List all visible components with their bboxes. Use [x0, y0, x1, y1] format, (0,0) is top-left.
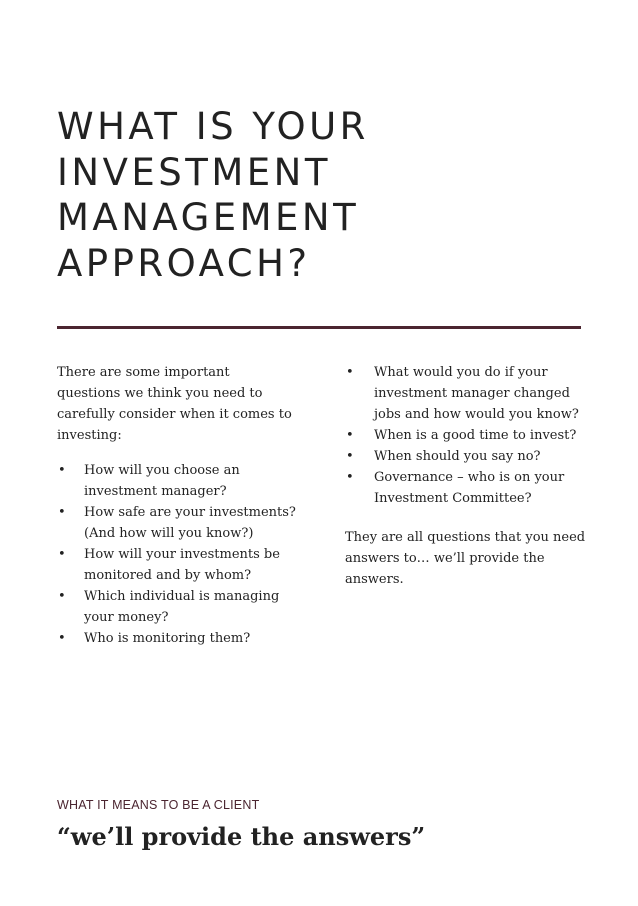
right-question-list	[345, 362, 595, 509]
closing-paragraph: They are all questions that you need answers to… we’ll provide the answers.	[345, 530, 586, 587]
intro-paragraph: There are some important questions we think you need to carefully consider when it comes to investing:	[57, 365, 292, 443]
title-line-1: WHAT IS YOUR	[57, 105, 369, 148]
title-line-2: INVESTMENT	[57, 150, 331, 194]
right-column	[345, 362, 595, 590]
bullet-icon: •	[346, 365, 354, 380]
list-item-text: Which individual is managing your money?	[84, 589, 280, 625]
list-item	[345, 467, 595, 509]
list-item-text: What would you do if your investment manager changed jobs and how would you know?	[374, 365, 579, 422]
bullet-icon: •	[58, 589, 66, 604]
list-item	[57, 502, 297, 544]
list-item-text: How safe are your investments? (And how will you know?)	[84, 505, 296, 541]
bullet-icon: •	[58, 463, 66, 478]
list-item-text: Who is monitoring them?	[84, 631, 251, 646]
page-title	[57, 104, 577, 286]
left-column	[57, 362, 297, 649]
title-line-4: APPROACH?	[57, 241, 311, 285]
list-item	[57, 586, 297, 628]
list-item	[57, 544, 297, 586]
bullet-icon: •	[346, 470, 354, 485]
list-item-text: When should you say no?	[374, 449, 541, 464]
title-line-3: MANAGEMENT	[57, 196, 360, 239]
pull-quote: “we’ll provide the answers”	[57, 822, 426, 851]
bullet-icon: •	[346, 428, 354, 443]
bullet-icon: •	[58, 547, 66, 562]
bullet-icon: •	[346, 449, 354, 464]
list-item-text: How will your investments be monitored and by whom?	[84, 547, 280, 583]
section-label: WHAT IT MEANS TO BE A CLIENT	[57, 798, 260, 812]
title-divider	[57, 326, 581, 329]
list-item	[57, 460, 297, 502]
list-item	[345, 425, 595, 446]
list-item	[57, 628, 297, 649]
list-item-text: How will you choose an investment manager?	[84, 463, 240, 499]
list-item	[345, 362, 595, 425]
list-item-text: Governance – who is on your Investment Committee?	[374, 470, 565, 506]
list-item	[345, 446, 595, 467]
bullet-icon: •	[58, 631, 66, 646]
left-question-list	[57, 460, 297, 649]
bullet-icon: •	[58, 505, 66, 520]
list-item-text: When is a good time to invest?	[374, 428, 577, 443]
